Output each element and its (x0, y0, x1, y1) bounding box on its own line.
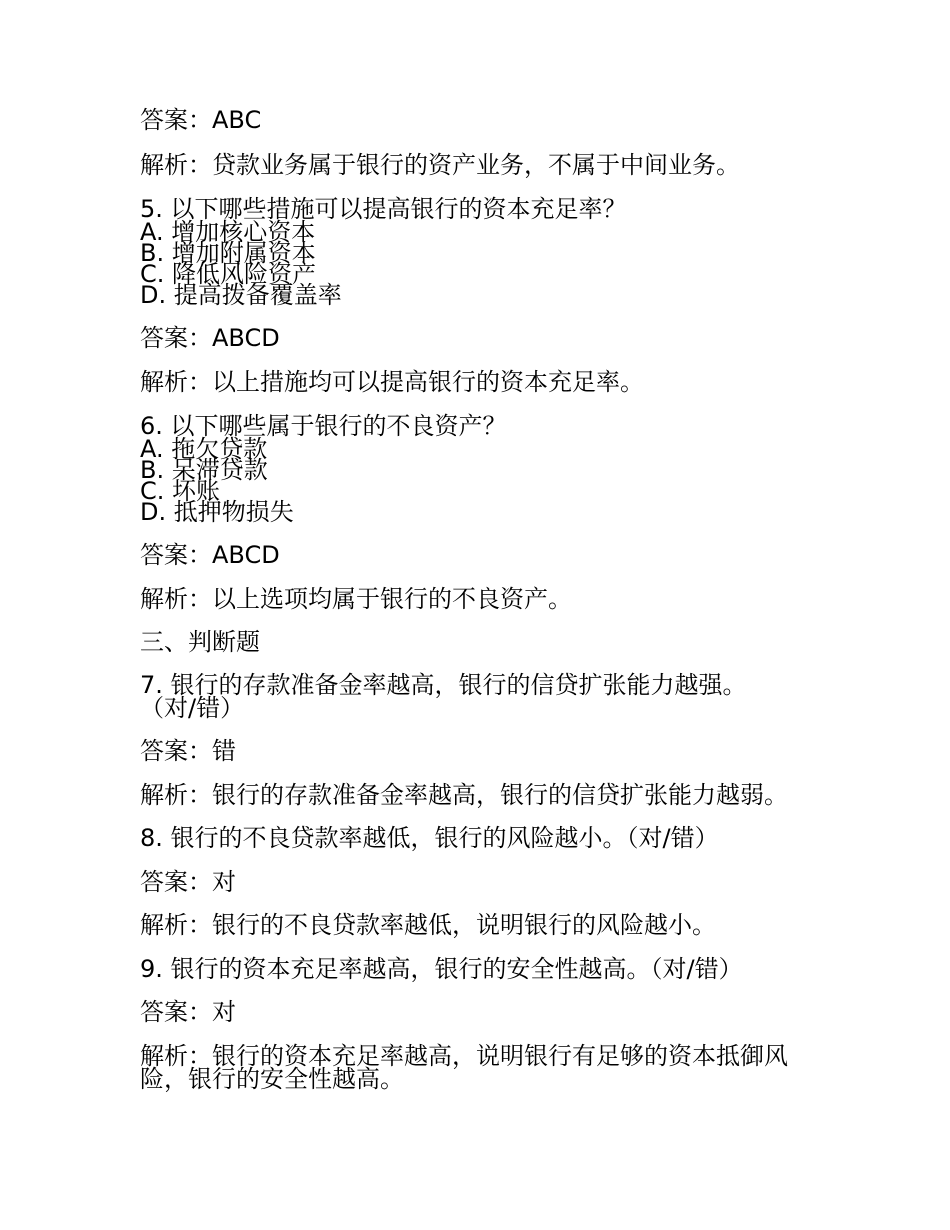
explanation-line: 解析：银行的存款准备金率越高，银行的信贷扩张能力越弱。 (140, 781, 788, 809)
answer-line: 答案：对 (140, 998, 236, 1026)
question-8: 8. 银行的不良贷款率越低，银行的风险越小。（对/错） (140, 824, 719, 852)
explanation-line-continued: 险，银行的安全性越高。 (140, 1065, 404, 1093)
option-c: C. 坏账 (140, 477, 221, 505)
question-7-choice: （对/错） (140, 694, 245, 722)
explanation-line: 解析：银行的不良贷款率越低，说明银行的风险越小。 (140, 911, 716, 939)
question-5: 5. 以下哪些措施可以提高银行的资本充足率？ (140, 195, 627, 223)
question-7: 7. 银行的存款准备金率越高，银行的信贷扩张能力越强。 (140, 671, 747, 699)
option-a: A. 拖欠贷款 (140, 435, 268, 463)
option-d: D. 提高拨备覆盖率 (140, 281, 342, 309)
answer-line: 答案：ABC (140, 106, 262, 134)
option-b: B. 呆滞贷款 (140, 456, 268, 484)
question-9: 9. 银行的资本充足率越高，银行的安全性越高。（对/错） (140, 955, 743, 983)
option-b: B. 增加附属资本 (140, 239, 316, 267)
option-c: C. 降低风险资产 (140, 260, 317, 288)
answer-line: 答案：错 (140, 737, 236, 765)
explanation-line: 解析：以上选项均属于银行的不良资产。 (140, 585, 572, 613)
section-heading: 三、判断题 (140, 628, 260, 656)
answer-line: 答案：对 (140, 868, 236, 896)
option-a: A. 增加核心资本 (140, 218, 316, 246)
explanation-line: 解析：以上措施均可以提高银行的资本充足率。 (140, 368, 644, 396)
option-d: D. 抵押物损失 (140, 498, 294, 526)
question-6: 6. 以下哪些属于银行的不良资产？ (140, 412, 507, 440)
answer-line: 答案：ABCD (140, 541, 280, 569)
explanation-line: 解析：贷款业务属于银行的资产业务，不属于中间业务。 (140, 151, 740, 179)
explanation-line: 解析：银行的资本充足率越高，说明银行有足够的资本抵御风 (140, 1042, 788, 1070)
answer-line: 答案：ABCD (140, 324, 280, 352)
